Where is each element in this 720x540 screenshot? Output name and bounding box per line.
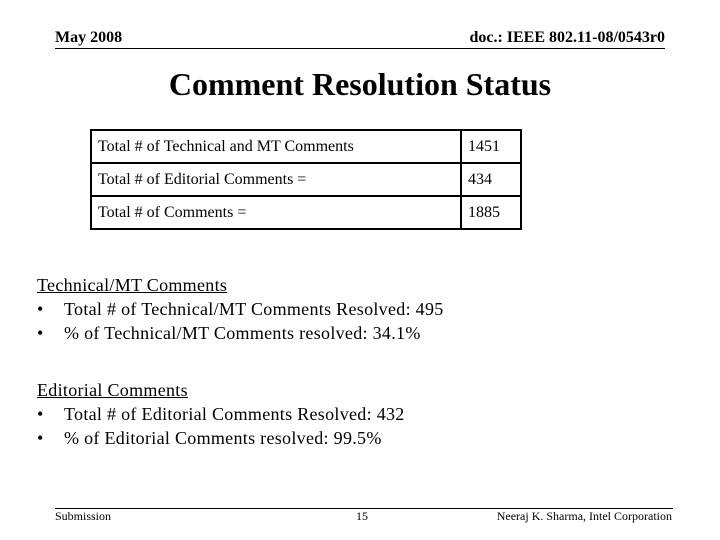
list-item <box>37 297 444 321</box>
list-item-text: % of Technical/MT Comments resolved: 34.1% <box>64 323 421 343</box>
bullet-icon: • <box>37 323 44 343</box>
footer-author: Neeraj K. Sharma, Intel Corporation <box>496 509 672 523</box>
list-item <box>37 402 405 426</box>
table-cell-value: 1451 <box>461 130 521 163</box>
list-item <box>37 426 405 450</box>
bullet-icon: • <box>37 404 44 424</box>
table-cell-label: Total # of Technical and MT Comments <box>91 130 461 163</box>
table-cell-label: Total # of Editorial Comments = <box>91 163 461 196</box>
table-cell-value: 1885 <box>461 196 521 229</box>
editorial-comments-section <box>37 379 405 450</box>
header-divider <box>55 48 665 49</box>
technical-comments-section <box>37 274 444 345</box>
bullet-icon: • <box>37 299 44 319</box>
table-row <box>91 163 521 196</box>
bullet-icon: • <box>37 428 44 448</box>
page-number: 15 <box>356 509 368 523</box>
table-row <box>91 196 521 229</box>
header-date: May 2008 <box>55 29 123 46</box>
comment-summary-table <box>90 129 522 230</box>
section-heading: Editorial Comments <box>37 380 188 400</box>
table-row <box>91 130 521 163</box>
section-heading: Technical/MT Comments <box>37 275 228 295</box>
header-doc-id: doc.: IEEE 802.11-08/0543r0 <box>469 29 665 46</box>
footer-submission: Submission <box>55 509 112 523</box>
list-item <box>37 321 444 345</box>
list-item-text: % of Editorial Comments resolved: 99.5% <box>64 428 382 448</box>
list-item-text: Total # of Editorial Comments Resolved: 432 <box>64 404 405 424</box>
table-cell-label: Total # of Comments = <box>91 196 461 229</box>
slide-title: Comment Resolution Status <box>168 66 552 102</box>
table-cell-value: 434 <box>461 163 521 196</box>
list-item-text: Total # of Technical/MT Comments Resolved: 495 <box>64 299 444 319</box>
